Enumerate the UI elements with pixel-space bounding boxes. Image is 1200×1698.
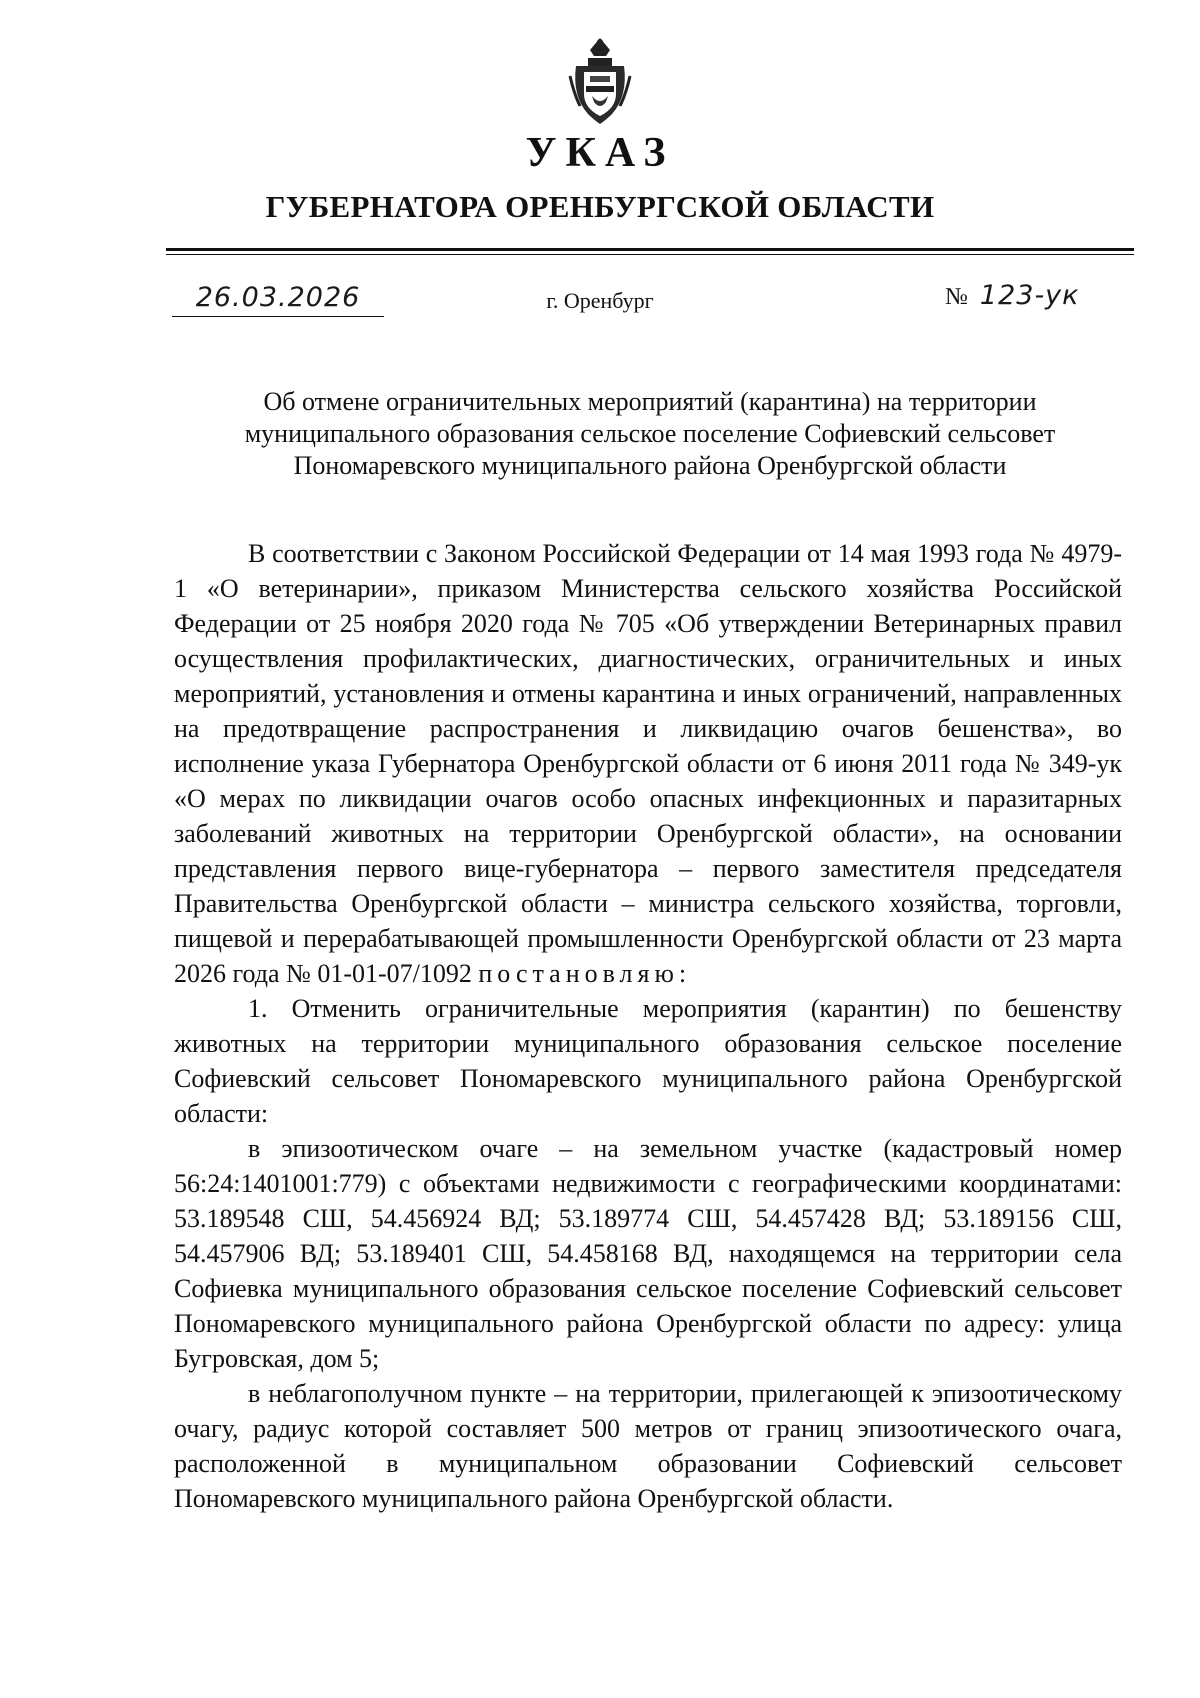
document-body [174,536,1122,1516]
signature-date: 26.03.2026 [195,282,361,313]
heading-line: Об отмене ограничительных мероприятий (карантина) на территории [263,387,1037,416]
clause-1: 1. Отменить ограничительные мероприятия (карантин) по бешенству животных на территории муниципального образования сельское поселение Софиевский сельсовет Пономаревского муниципального района Оренбургской области: [174,994,1122,1128]
heading-line: муниципального образования сельское поселение Софиевский сельсовет [244,419,1056,448]
clause-epizootic-focus: в эпизоотическом очаге – на земельном участке (кадастровый номер 56:24:1401001:779) с объектами недвижимости с географическими координатами: 53.189548 СШ, 54.456924 ВД; 53.189774 СШ, 54.457428 ВД; 53.189156 СШ, 54.457906 ВД; 53.189401 СШ, 54.458168 ВД, находящемся на территории села Софиевка муниципального образования сельское поселение Софиевский сельсовет Пономаревского муниципального района Оренбургской области по адресу: улица Бугровская, дом 5; [174,1134,1122,1373]
clause-unfavorable-point: в неблагополучном пункте – на территории, прилегающей к эпизоотическому очагу, радиус которой составляет 500 метров от границ эпизоотического очага, расположенной в муниципальном образовании Софиевский сельсовет Пономаревского муниципального района Оренбургской области. [174,1379,1122,1513]
number-sign: № [945,284,968,310]
city-label: г. Оренбург [546,288,654,313]
header-rule-thin [166,254,1134,255]
coat-of-arms-emblem [568,36,632,126]
document-type-title: УКАЗ [525,130,675,176]
handwritten-number: 123-ук [979,280,1080,311]
preamble-paragraph [174,536,1122,991]
document-number [945,280,1079,311]
heading-line: Пономаревского муниципального района Оренбургской области [293,451,1007,480]
resolution-keyword: постановляю: [478,959,692,988]
document-heading [170,386,1130,482]
header-rule-thick [166,248,1134,251]
issuer-title: ГУБЕРНАТОРА ОРЕНБУРГСКОЙ ОБЛАСТИ [265,189,935,224]
preamble-text: В соответствии с Законом Российской Федерации от 14 мая 1993 года № 4979-1 «О ветеринарии», приказом Министерства сельского хозяйства Российской Федерации от 25 ноября 2020 года № 705 «Об утверждении Ветеринарных правил осуществления профилактических, диагностических, ограничительных и иных мероприятий, установления и отмены карантина и иных ограничений, направленных на предотвращение распространения и ликвидацию очагов бешенства», во исполнение указа Губернатора Оренбургской области от 6 июня 2011 года № 349-ук «О мерах по ликвидации очагов особо опасных инфекционных и паразитарных заболеваний животных на территории Оренбургской области», на основании представления первого вице-губернатора – первого заместителя председателя Правительства Оренбургской области – министра сельского хозяйства, торговли, пищевой и перерабатывающей промышленности Оренбургской области от 23 марта 2026 года № 01-01-07/1092 [174,539,1122,988]
